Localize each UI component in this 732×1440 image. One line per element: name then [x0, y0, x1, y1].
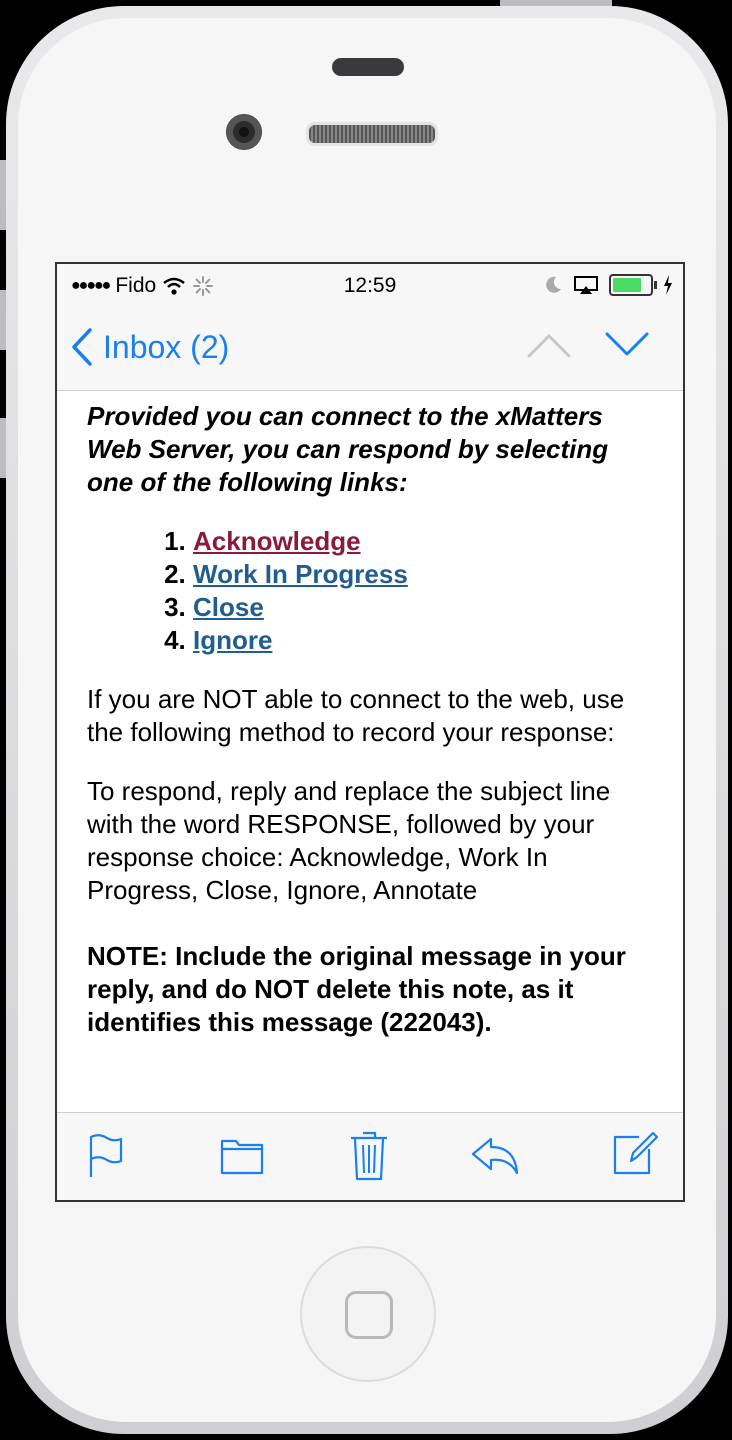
compose-icon [611, 1127, 659, 1177]
battery-icon [609, 274, 653, 296]
chevron-down-icon [605, 332, 649, 358]
note-text: NOTE: Include the original message in your reply, and do NOT delete this note, as it identifies this message (222043). [87, 941, 626, 1037]
airplay-icon [573, 275, 599, 295]
next-message-button[interactable] [605, 332, 649, 363]
offline-instructions: If you are NOT able to connect to the web, use the following method to record your response: [87, 684, 625, 747]
back-label: Inbox (2) [103, 328, 230, 365]
earpiece-grille [306, 122, 438, 146]
message-toolbar [57, 1112, 683, 1201]
home-button[interactable] [300, 1246, 436, 1382]
work-in-progress-link[interactable]: Work In Progress [193, 559, 408, 589]
back-to-inbox-button[interactable] [71, 328, 229, 366]
status-right [543, 274, 673, 296]
chevron-up-icon [527, 332, 571, 358]
intro-text: Provided you can connect to the xMatters Web Server, you can respond by selecting one of the following links: [87, 401, 609, 497]
delete-button[interactable] [349, 1129, 389, 1186]
chevron-left-icon [71, 328, 93, 366]
signal-strength: ●●●●● [71, 277, 110, 294]
list-item [193, 558, 657, 591]
carrier-name: Fido [115, 274, 157, 297]
clock: 12:59 [343, 274, 397, 297]
moon-icon [543, 275, 563, 295]
folder-icon [219, 1133, 265, 1177]
list-item [193, 525, 657, 558]
charging-bolt-icon [663, 275, 673, 295]
email-body [87, 400, 657, 1039]
compose-button[interactable] [611, 1127, 659, 1182]
reply-button[interactable] [469, 1133, 521, 1182]
flag-button[interactable] [87, 1133, 123, 1184]
reply-instructions: To respond, reply and replace the subject line with the word RESPONSE, followed by your response choice: Acknowledge, Work In Progress, Close, Ignore, Annotate [87, 776, 611, 905]
list-item [193, 624, 657, 657]
response-links-list [87, 525, 657, 657]
volume-down-button [0, 418, 6, 478]
mute-switch [0, 160, 6, 230]
reply-icon [469, 1133, 521, 1177]
front-camera [226, 114, 262, 150]
top-speaker [332, 58, 404, 76]
ignore-link[interactable]: Ignore [193, 625, 273, 655]
list-item [193, 591, 657, 624]
previous-message-button[interactable] [527, 332, 571, 363]
flag-icon [87, 1133, 123, 1179]
acknowledge-link[interactable]: Acknowledge [193, 526, 361, 556]
power-button [500, 0, 612, 6]
volume-up-button [0, 290, 6, 350]
navigation-bar [57, 308, 683, 391]
trash-icon [349, 1129, 389, 1181]
screen [55, 262, 685, 1202]
status-bar [57, 264, 683, 308]
move-to-folder-button[interactable] [219, 1133, 265, 1182]
close-link[interactable]: Close [193, 592, 264, 622]
